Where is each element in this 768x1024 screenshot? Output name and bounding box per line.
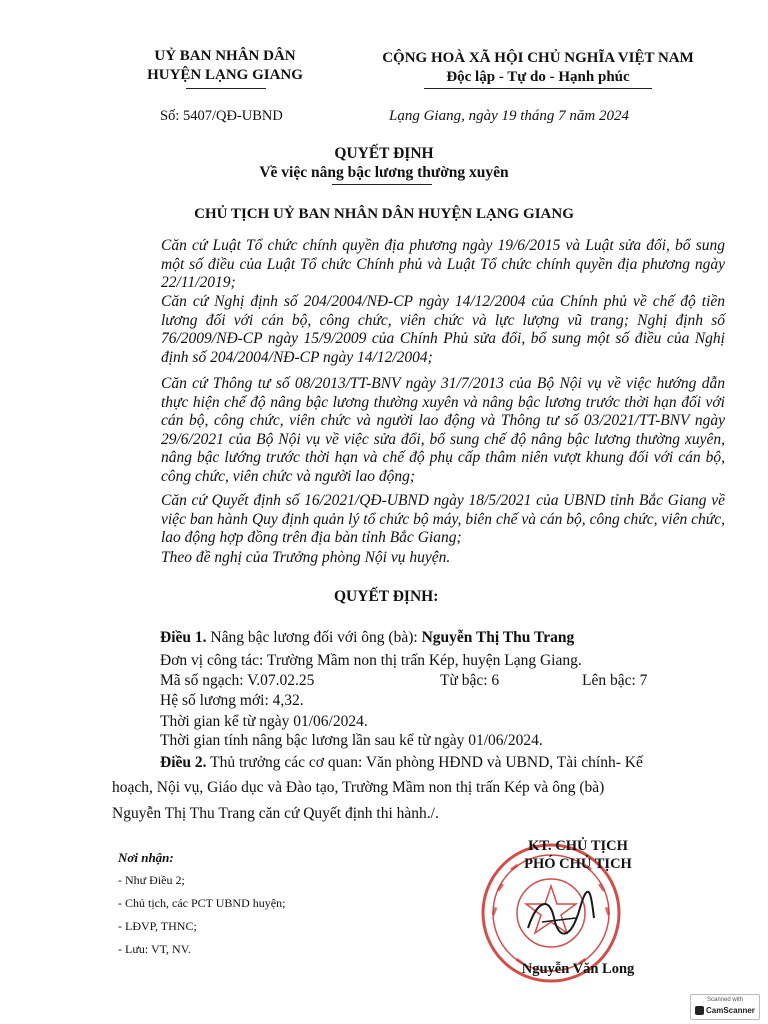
signer-name: Nguyễn Văn Long (521, 961, 635, 977)
nation-line-2: Độc lập - Tự do - Hạnh phúc (446, 69, 630, 85)
preamble-4 (123, 492, 725, 548)
nation-line-1: CỘNG HOÀ XÃ HỘI CHỦ NGHĨA VIỆT NAM (382, 50, 694, 66)
recipient-item: - LĐVP, THNC; (118, 919, 197, 933)
article-1-unit: Đơn vị công tác: Trường Mầm non thị trấn Kép, huyện Lạng Giang. (160, 652, 582, 669)
preamble-5 (123, 549, 725, 568)
article-2-line-3: Nguyễn Thị Thu Trang căn cứ Quyết định thi hành./. (112, 805, 439, 822)
article-1-to-grade: Lên bậc: 7 (582, 672, 648, 689)
article-1-next-raise: Thời gian tính nâng bậc lương lần sau kể từ ngày 01/06/2024. (160, 732, 543, 749)
recipient-item: - Lưu: VT, NV. (118, 942, 191, 956)
preamble-text-2: Căn cứ Nghị định số 204/2004/NĐ-CP ngày 14/12/2004 của Chính phủ về chế độ tiền lương đối với cán bộ, công chức, viên chức và lực lượng vũ trang; Nghị định số 76/2009/NĐ-CP ngày 15/9/2009 của Chính Phủ sửa đổi, bổ sung một số điều của Nghị định số 204/2004/NĐ-CP ngày 14/12/2004; (161, 293, 725, 366)
place-and-date: Lạng Giang, ngày 19 tháng 7 năm 2024 (389, 108, 629, 124)
article-2-line-1 (160, 753, 643, 772)
preamble-1 (123, 237, 725, 293)
preamble-3 (123, 375, 725, 487)
camscanner-badge (690, 994, 760, 1020)
preamble-text-1: Căn cứ Luật Tổ chức chính quyền địa phương ngày 19/6/2015 và Luật sửa đổi, bổ sung một số điều của Luật Tổ chức Chính phủ và Luật Tổ chức chính quyền địa phương ngày 22/11/2019; (161, 237, 725, 292)
article-2-text-1: Thủ trưởng các cơ quan: Văn phòng HĐND và UBND, Tài chính- Kế (210, 754, 643, 771)
issuing-authority: CHỦ TỊCH UỶ BAN NHÂN DÂN HUYỆN LẠNG GIANG (194, 206, 574, 222)
badge-caption: Scanned with (706, 997, 744, 1003)
preamble-text-3: Căn cứ Thông tư số 08/2013/TT-BNV ngày 31/7/2013 của Bộ Nội vụ về việc hướng dẫn thực hiện chế độ nâng bậc lương thường xuyên và nâng bậc lương trước thời hạn đối với cán bộ, công chức, viên chức và người lao động và Thông tư số 03/2021/TT-BNV ngày 29/6/2021 của Bộ Nội vụ về việc sửa đổi, bổ sung chế độ nâng bậc lương thường xuyên, nâng bậc lướng trước thời hạn và chế độ phụ cấp thâm niên vượt khung đối với cán bộ, công chức, viên chức và người lao động; (161, 375, 725, 485)
recipient-item: - Chủ tịch, các PCT UBND huyện; (118, 896, 286, 910)
national-motto (348, 49, 728, 87)
decision-heading: QUYẾT ĐỊNH: (334, 588, 439, 605)
preamble-2 (123, 293, 725, 367)
recipients-list (118, 846, 285, 961)
signature-title-2: PHÓ CHỦ TỊCH (524, 856, 632, 872)
article-1-code: Mã số ngạch: V.07.02.25 (160, 672, 315, 689)
article-1-label: Điều 1. (160, 629, 207, 646)
document-subject: Về việc nâng bậc lương thường xuyên (259, 164, 509, 181)
badge-name: CamScanner (706, 1006, 755, 1015)
document-title: QUYẾT ĐỊNH (334, 145, 434, 162)
article-2-label: Điều 2. (160, 754, 207, 771)
signature-title-1: KT. CHỦ TỊCH (528, 838, 628, 854)
preamble-text-4: Căn cứ Quyết định số 16/2021/QĐ-UBND ngày 18/5/2021 của UBND tỉnh Bắc Giang về việc ban hành Quy định quản lý tổ chức bộ máy, biên chế và cán bộ, công chức, viên chức, lao động hợp đồng trên địa bàn tỉnh Bắc Giang; (161, 492, 725, 547)
article-1-effective-date: Thời gian kể từ ngày 01/06/2024. (160, 713, 368, 730)
article-1-from-grade: Từ bậc: 6 (440, 672, 500, 689)
recipient-item: - Như Điều 2; (118, 873, 185, 887)
article-1-coefficient: Hệ số lương mới: 4,32. (160, 692, 304, 709)
motto-underline (424, 88, 652, 89)
issuing-agency (110, 47, 340, 85)
article-1-person: Nguyễn Thị Thu Trang (421, 629, 575, 646)
camscanner-logo-icon (695, 1006, 704, 1015)
preamble-text-5: Theo đề nghị của Trưởng phòng Nội vụ huyện. (161, 549, 451, 566)
agency-line-1: UỶ BAN NHÂN DÂN (154, 48, 296, 64)
agency-underline (186, 88, 266, 89)
article-2-line-2: hoạch, Nội vụ, Giáo dục và Đào tạo, Trường Mầm non thị trấn Kép và ông (bà) (112, 779, 605, 796)
article-1-text: Nâng bậc lương đối với ông (bà): (210, 629, 418, 646)
agency-line-2: HUYỆN LẠNG GIANG (147, 67, 303, 83)
document-number: Số: 5407/QĐ-UBND (160, 108, 283, 124)
article-1-heading (160, 628, 574, 647)
handwritten-signature-icon (520, 888, 600, 948)
recipients-heading: Nơi nhận: (118, 850, 174, 865)
subject-underline (332, 184, 432, 185)
